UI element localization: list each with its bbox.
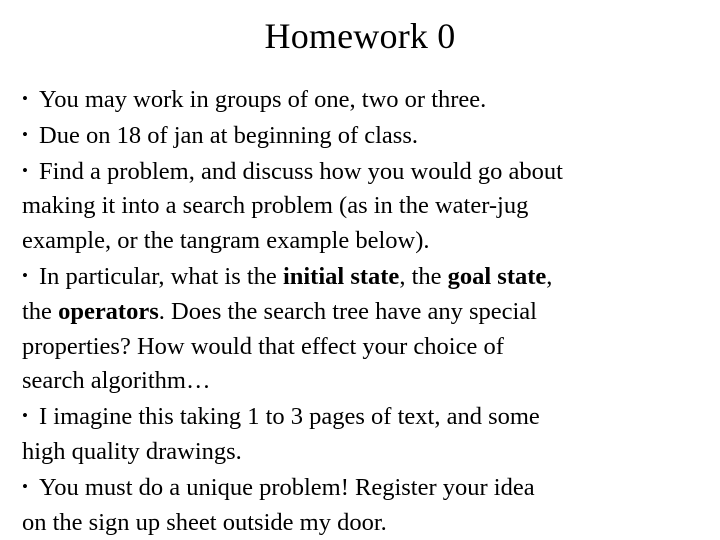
bullet-text: making it into a search problem (as in the water-jug <box>22 192 529 220</box>
bullet-text: You may work in groups of one, two or three. <box>39 86 487 113</box>
bullet-point-icon: • <box>22 124 28 144</box>
bullet-wrap-line <box>22 224 702 259</box>
bullet-item-in-particular <box>22 259 702 295</box>
bullet-item-due-date <box>22 118 702 154</box>
emphasis-text: goal state <box>447 262 547 290</box>
bullet-text: In particular, what is the <box>39 262 283 290</box>
bullet-text: Due on 18 of jan at beginning of class. <box>39 121 418 149</box>
bullet-text: Find a problem, and discuss how you would go about <box>39 157 563 185</box>
bullet-text: , the <box>399 262 448 290</box>
emphasis-text: operators <box>58 297 159 325</box>
bullet-text: , <box>546 262 553 290</box>
bullet-wrap-line <box>22 330 702 365</box>
bullet-text: search algorithm… <box>22 367 211 395</box>
bullet-item-find-problem <box>22 154 702 190</box>
page-title: Homework 0 <box>264 16 456 56</box>
bullet-text: the <box>22 297 59 325</box>
bullet-wrap-line <box>22 295 702 330</box>
bullet-point-icon: • <box>22 476 28 496</box>
bullet-wrap-line <box>22 364 702 399</box>
bullet-point-icon: • <box>22 160 28 180</box>
bullet-wrap-line <box>22 435 702 470</box>
bullet-text: example, or the tangram example below). <box>22 227 430 255</box>
bullet-item-unique-problem <box>22 470 702 506</box>
bullet-point-icon: • <box>22 406 28 426</box>
bullet-text: . Does the search tree have any special <box>158 297 537 325</box>
bullet-text: properties? How would that effect your choice of <box>22 332 504 360</box>
bullet-text: I imagine this taking 1 to 3 pages of text, and some <box>39 403 540 431</box>
bullet-list <box>22 82 702 540</box>
bullet-text: on the sign up sheet outside my door. <box>22 508 387 536</box>
emphasis-text: initial state <box>282 262 400 290</box>
bullet-point-icon: • <box>22 265 28 285</box>
bullet-text: high quality drawings. <box>22 437 242 465</box>
bullet-wrap-line <box>22 189 702 224</box>
bullet-point-icon: • <box>22 89 28 108</box>
bullet-item-groups <box>22 82 702 118</box>
bullet-item-pages-estimate <box>22 399 702 435</box>
bullet-text: You must do a unique problem! Register your idea <box>39 473 535 501</box>
bullet-wrap-line <box>22 506 702 540</box>
